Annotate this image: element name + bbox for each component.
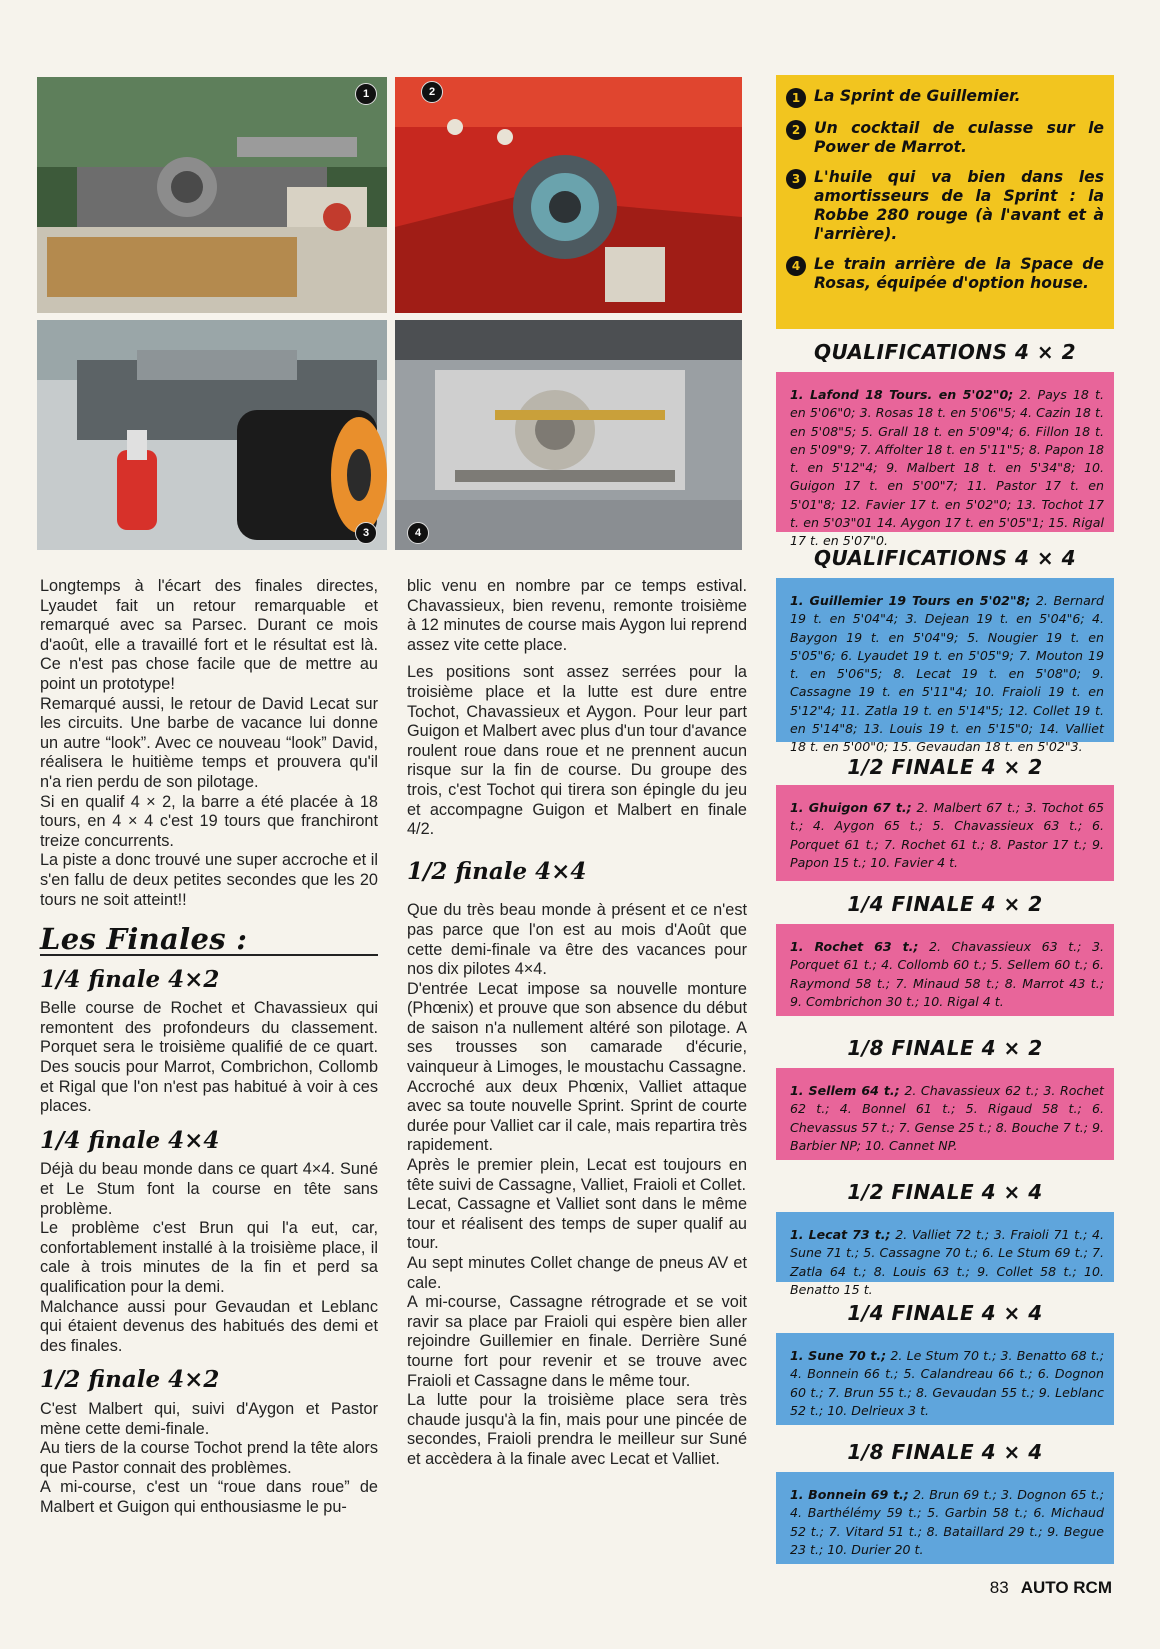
article-column-left [40, 577, 378, 1518]
results-list: 2. Chavassieux 62 t.; 3. Rochet 62 t.; 4. Bonnel 61 t.; 5. Rigaud 58 t.; 6. Chevassus 57 t.; 7. Gense 25 t.; 8. Bouche 7 t.; 9. Barbier NP; 10. Cannet NP. [790, 1083, 1104, 1153]
quarter-final-4x4-text-2: Le problème c'est Brun qui l'a eut, car, confortablement installé à la troisième place, il cale à trois minutes de la fin et perd sa qualification pour la demi. [40, 1219, 378, 1296]
results-box-quarter-4x4 [776, 1333, 1114, 1425]
caption-4 [786, 255, 1104, 293]
semi-final-4x4-text-2: D'entrée Lecat impose sa nouvelle monture (Phœnix) et prouve que son absence du début de saison n'a nullement altéré son pilotage. A ses trousses son camarade d'écurie, vainqueur à Limoges, le moustachu Cassagne. [407, 979, 747, 1077]
results-list: 2. Brun 69 t.; 3. Dognon 65 t.; 4. Barthélémy 59 t.; 5. Garbin 58 t.; 6. Michaud 52 t.; 7. Vitard 51 t.; 8. Bataillard 29 t.; 9. Begue 23 t.; 10. Durier 20 t. [790, 1487, 1104, 1557]
results-heading-qualif-4x4: QUALIFICATIONS 4 × 4 [813, 546, 1077, 570]
results-box-quarter-4x2 [776, 924, 1114, 1016]
results-list: 2. Bernard 19 t. en 5'04"4; 3. Dejean 19 t. en 5'04"6; 4. Baygon 19 t. en 5'04"9; 5. Nougier 19 t. en 5'05"6; 6. Lyaudet 19 t. en 5'05"9; 7. Mouton 19 t. en 5'06"5; 8. Lecat 19 t. en 5'08"0; 9. Cassagne 19 t. en 5'11"4; 10. Fraioli 19 t. en 5'12"4; 11. Zatla 19 t. en 5'14"5; 12. Collet 19 t. en 5'14"8; 13. Louis 19 t. en 5'15"0; 14. Valliet 18 t. en 5'00"0; 15. Gevaudan 18 t. en 5'02"3. [790, 593, 1104, 755]
results-winner: 1. Guillemier 19 Tours en 5'02"8; [790, 593, 1031, 608]
photo-2-engine-head [395, 77, 742, 313]
caption-number: 1 [786, 88, 806, 108]
semi-final-4x4-text-6: Au sept minutes Collet change de pneus AV et cale. [407, 1254, 747, 1292]
caption-number: 4 [786, 256, 806, 276]
finals-heading: Les Finales : [40, 930, 378, 956]
results-list: 2. Chavassieux 63 t.; 3. Porquet 61 t.; 4. Collomb 60 t.; 5. Sellem 60 t.; 6. Raymond 58 t.; 7. Minaud 58 t.; 8. Marrot 43 t.; 9. Combrichon 30 t.; 10. Rigal 4 t. [790, 939, 1104, 1009]
caption-text: Le train arrière de la Space de Rosas, équipée d'option house. [814, 255, 1104, 292]
semi-final-4x4-text-1: Que du très beau monde à présent et ce n'est pas parce que l'on est au mois d'Août que cette demi-finale va être des vacances pour nos dix pilotes 4×4. [407, 901, 747, 979]
caption-2 [786, 119, 1104, 157]
semi-final-4x4-text-3: Accroché aux deux Phœnix, Valliet attaque avec sa toute nouvelle Sprint. Sprint de courte durée pour Valliet car il cale, mais repartira très rapidement. [407, 1077, 747, 1155]
quarter-final-4x2-text: Belle course de Rochet et Chavassieux qui remontent des profondeurs du classement. Porquet sera le troisième qualifié de ce quart. Des soucis pour Marrot, Combrichon, Collomb et Rigal que l'on n'est pas habitué à voir à ces places. [40, 999, 378, 1116]
photo-number-badge: 2 [421, 81, 443, 103]
photo-number-badge: 1 [355, 83, 377, 105]
caption-text: L'huile qui va bien dans les amortisseurs de la Sprint : la Robbe 280 rouge (à l'avant et à l'arrière). [814, 168, 1104, 243]
results-winner: 1. Lafond 18 Tours. en 5'02"0; [790, 387, 1014, 402]
results-heading-qualif-4x2: QUALIFICATIONS 4 × 2 [813, 340, 1077, 364]
results-winner: 1. Rochet 63 t.; [790, 939, 919, 954]
intro-paragraph-2: Remarqué aussi, le retour de David Lecat sur les circuits. Une barbe de vacance lui donne un autre “look”. Avec ce nouveau “look” David, réalisera le huitième temps et prouvera qu'il n'a rien perdu de son pilotage. [40, 694, 378, 791]
semi-final-4x4-text-5: Lecat, Cassagne et Valliet sont dans le même tour et réalisent des temps de super qualif au tour. [407, 1195, 747, 1253]
results-box-semi-4x4 [776, 1212, 1114, 1297]
photo-captions-box [776, 75, 1114, 329]
caption-number: 3 [786, 169, 806, 189]
results-list: 2. Pays 18 t. en 5'06"0; 3. Rosas 18 t. en 5'06"5; 4. Cazin 18 t. en 5'08"5; 5. Grall 18 t. en 5'09"4; 6. Fillon 18 t. en 5'09"9; 7. Affolter 18 t. en 5'11"5; 8. Papon 18 t. en 5'12"4; 9. Malbert 18 t. en 5'34"8; 10. Guigon 17 t. en 5'00"7; 11. Pastor 17 t. en 5'01"8; 12. Favier 17 t. en 5'02"0; 13. Tochot 17 t. en 5'03"01 14. Aygon 17 t. en 5'05"1; 15. Rigal 17 t. en 5'07"0. [790, 387, 1104, 549]
results-list: 2. Le Stum 70 t.; 3. Benatto 68 t.; 4. Bonnein 66 t.; 5. Calandreau 66 t.; 6. Dognon 60 t.; 7. Brun 55 t.; 8. Gevaudan 55 t.; 9. Leblanc 52 t.; 10. Delrieux 3 t. [790, 1348, 1105, 1418]
photo-3-shock-absorbers [37, 320, 387, 550]
page-number: 83 [989, 1578, 1009, 1597]
results-heading-quarter-4x2: 1/4 FINALE 4 × 2 [847, 892, 1043, 916]
quarter-final-4x2-heading: 1/4 finale 4×2 [40, 965, 220, 993]
semi-final-4x4-heading: 1/2 finale 4×4 [407, 857, 587, 885]
caption-text: La Sprint de Guillemier. [814, 87, 1021, 105]
results-winner: 1. Sune 70 t.; [790, 1348, 887, 1363]
quarter-final-4x4-text-1: Déjà du beau monde dans ce quart 4×4. Suné et Le Stum font la course en tête sans problème. [40, 1160, 378, 1218]
photo-1-sprint-chassis [37, 77, 387, 313]
photo-number-badge: 3 [355, 522, 377, 544]
semi-final-4x4-text-8: La lutte pour la troisième place sera très chaude jusqu'à la fin, mais pour une pincée de secondes, Fraioli prendra le meilleur sur Suné et accèdera à la finale avec Lecat et Valliet. [407, 1391, 747, 1468]
semi-final-4x2-continued: blic venu en nombre par ce temps estival. Chavassieux, bien revenu, remonte troisième à 12 minutes de course mais Aygon lui reprend assez vite cette place. [407, 577, 747, 654]
results-list: 2. Malbert 67 t.; 3. Tochot 65 t.; 4. Aygon 65 t.; 5. Chavassieux 63 t.; 6. Porquet 61 t.; 7. Rochet 61 t.; 8. Pastor 17 t.; 9. Papon 15 t.; 10. Favier 4 t. [790, 800, 1104, 870]
intro-paragraph-1: Longtemps à l'écart des finales directes, Lyaudet fait un retour remarquable et remarqué avec sa Parsec. Durant ce mois d'août, elle a travaillé fort et le résultat est là. Ce n'est pas chose facile que de mettre au point un prototype! [40, 577, 378, 693]
intro-paragraph-3: Si en qualif 4 × 2, la barre a été placée à 18 tours, en 4 × 4 c'est 19 tours que franchiront treize concurrents. [40, 792, 378, 850]
caption-text: Un cocktail de culasse sur le Power de Marrot. [814, 119, 1104, 156]
article-column-middle [407, 577, 747, 1470]
semi-final-4x4-text-4: Après le premier plein, Lecat est toujours en tête suivi de Cassagne, Valliet, Fraioli et Collet. [407, 1156, 747, 1194]
photo-4-rear-transmission [395, 320, 742, 550]
caption-3 [786, 168, 1104, 244]
quarter-final-4x4-text-3: Malchance aussi pour Gevaudan et Leblanc qui étaient devenus des habitués des demi et des finales. [40, 1297, 378, 1355]
results-box-qualif-4x4 [776, 578, 1114, 755]
semi-final-4x2-text-3: A mi-course, c'est un “roue dans roue” de Malbert et Guigon qui enthousiasme le pu- [40, 1478, 378, 1516]
results-heading-eighth-4x2: 1/8 FINALE 4 × 2 [847, 1036, 1043, 1060]
quarter-final-4x4-heading: 1/4 finale 4×4 [40, 1126, 220, 1154]
semi-final-4x2-heading: 1/2 finale 4×2 [40, 1366, 220, 1394]
intro-paragraph-4: La piste a donc trouvé une super accroche et il s'en fallu de deux petites secondes que les 20 tours ne soit atteint!! [40, 851, 378, 909]
magazine-name: AUTO RCM [1020, 1578, 1112, 1597]
results-winner: 1. Ghuigon 67 t.; [790, 800, 912, 815]
results-winner: 1. Bonnein 69 t.; [790, 1487, 909, 1502]
results-winner: 1. Sellem 64 t.; [790, 1083, 900, 1098]
results-winner: 1. Lecat 73 t.; [790, 1227, 891, 1242]
caption-1 [786, 87, 1104, 108]
results-box-semi-4x2 [776, 785, 1114, 881]
caption-number: 2 [786, 120, 806, 140]
results-box-qualif-4x2 [776, 372, 1114, 549]
results-heading-quarter-4x4: 1/4 FINALE 4 × 4 [847, 1301, 1043, 1325]
photo-number-badge: 4 [407, 522, 429, 544]
results-list: 2. Valliet 72 t.; 3. Fraioli 71 t.; 4. Sune 71 t.; 5. Cassagne 70 t.; 6. Le Stum 69 t.; 7. Zatla 64 t.; 8. Louis 63 t.; 9. Collet 58 t.; 10. Benatto 15 t. [790, 1227, 1104, 1297]
results-heading-semi-4x4: 1/2 FINALE 4 × 4 [847, 1180, 1043, 1204]
page-footer [990, 1578, 1112, 1598]
semi-final-4x2-positions: Les positions sont assez serrées pour la troisième place et la lutte est dure entre Tochot, Chavassieux et Aygon. Pour leur part Guigon et Malbert avec plus d'un tour d'avance roulent roue dans roue et ne prennent aucun risque sur la fin de course. Du groupe des trois, c'est Tochot qui tirera son épingle du jeu et accompagne Guigon et Malbert en finale 4/2. [407, 663, 747, 839]
results-box-eighth-4x2 [776, 1068, 1114, 1160]
semi-final-4x2-text-2: Au tiers de la course Tochot prend la tête alors que Pastor connait des problèmes. [40, 1439, 378, 1477]
results-heading-eighth-4x4: 1/8 FINALE 4 × 4 [847, 1440, 1043, 1464]
results-heading-semi-4x2: 1/2 FINALE 4 × 2 [847, 755, 1043, 779]
semi-final-4x4-text-7: A mi-course, Cassagne rétrograde et se voit ravir sa place par Fraioli qui espère bien aller rejoindre Guillemier en finale. Derrière Suné tourne fort pour revenir et se trouve avec Fraioli et Cassagne dans le même tour. [407, 1293, 747, 1390]
results-box-eighth-4x4 [776, 1472, 1114, 1564]
semi-final-4x2-text-1: C'est Malbert qui, suivi d'Aygon et Pastor mène cette demi-finale. [40, 1399, 378, 1438]
